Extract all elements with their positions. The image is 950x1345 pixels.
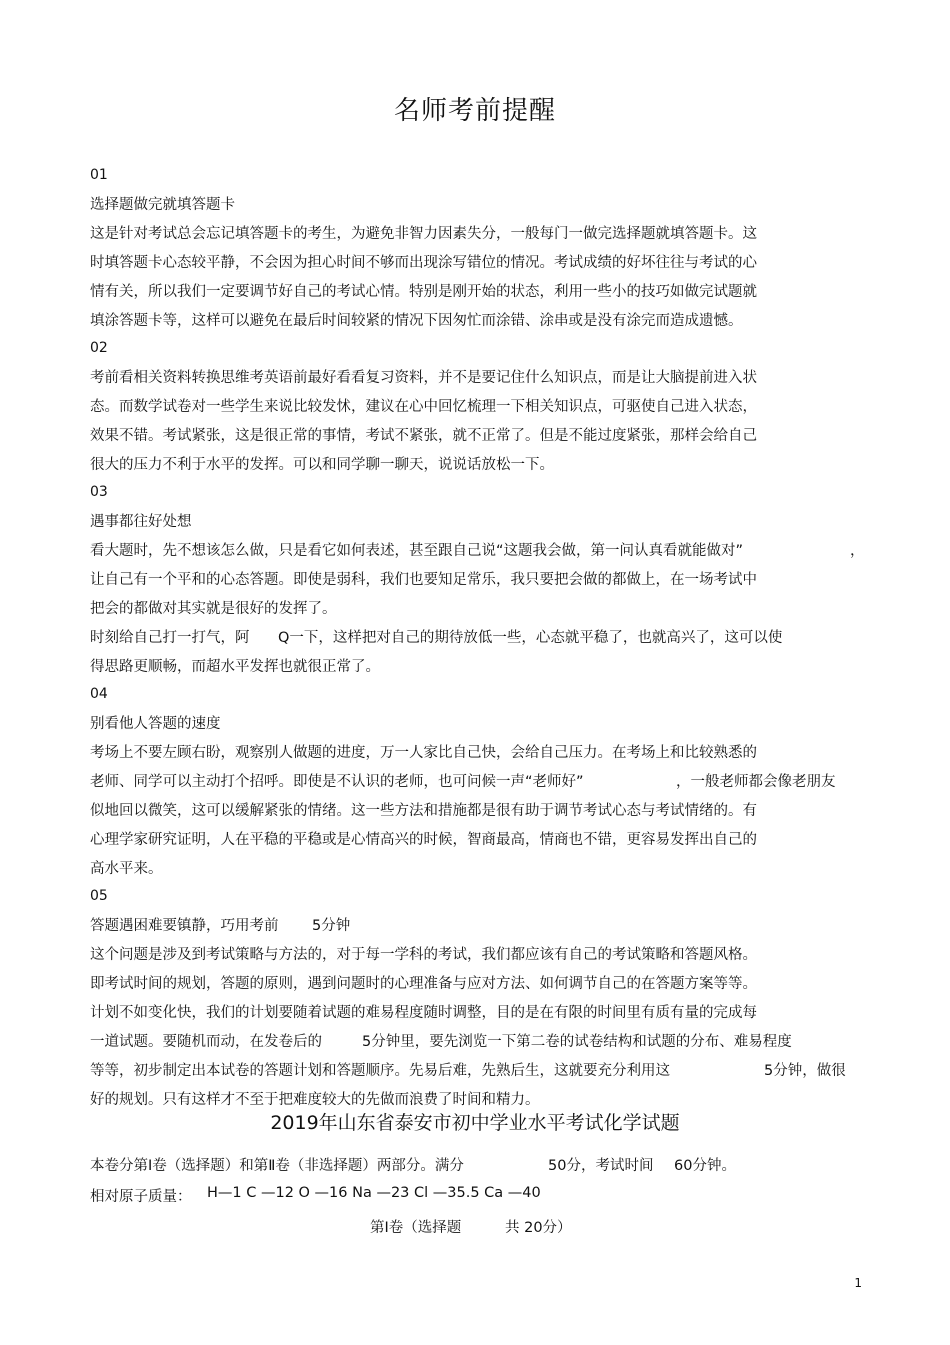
paragraph-line: 老师、同学可以主动打个招呼。即使是不认识的老师，也可问候一声“老师好” <box>90 774 584 790</box>
section-heading: 答题遇困难要镇静，巧用考前 <box>90 918 279 934</box>
paragraph-line: 似地回以微笑，这可以缓解紧张的情绪。这一些方法和措施都是很有助于调节考试心态与考试情绪的。有 <box>90 803 757 819</box>
paragraph-line: 等等，初步制定出本试卷的答题计划和答题顺序。先易后难，先熟后生，这就要充分利用这 <box>90 1063 670 1079</box>
paragraph-line: 态。而数学试卷对一些学生来说比较发怵，建议在心中回忆梳理一下相关知识点，可驱使自己进入状态， <box>90 399 757 415</box>
paragraph-line: 很大的压力不利于水平的发挥。可以和同学聊一聊天，说说话放松一下。 <box>90 457 554 473</box>
paragraph-line-cont: Q一下，这样把对自己的期待放低一些，心态就平稳了，也就高兴了，这可以使 <box>278 630 783 646</box>
part-one-heading: 第Ⅰ卷（选择题 <box>370 1220 462 1236</box>
part-one-heading-cont: 共 20分） <box>505 1220 572 1236</box>
page-title: 名师考前提醒 <box>393 96 556 126</box>
paragraph-line: 时刻给自己打一打气，阿 <box>90 630 250 646</box>
section-number: 04 <box>90 686 108 702</box>
exam-intro-score: 50分，考试时间 <box>548 1158 654 1174</box>
paragraph-line-cont: 5分钟，做很 <box>764 1063 846 1079</box>
paragraph-line: 好的规划。只有这样才不至于把难度较大的先做而浪费了时间和精力。 <box>90 1092 540 1108</box>
paragraph-line: 高水平来。 <box>90 861 163 877</box>
paragraph-line: 把会的都做对其实就是很好的发挥了。 <box>90 601 337 617</box>
exam-title: 2019年山东省泰安市初中学业水平考试化学试题 <box>270 1112 680 1134</box>
paragraph-line-end: ， <box>850 543 865 559</box>
paragraph-line: 填涂答题卡等，这样可以避免在最后时间较紧的情况下因匆忙而涂错、涂串或是没有涂完而造成遗憾。 <box>90 313 743 329</box>
paragraph-line: 计划不如变化快，我们的计划要随着试题的难易程度随时调整，目的是在有限的时间里有质有量的完成每 <box>90 1005 757 1021</box>
section-number: 05 <box>90 888 108 904</box>
paragraph-line: 让自己有一个平和的心态答题。即使是弱科，我们也要知足常乐，我只要把会做的都做上，在一场考试中 <box>90 572 757 588</box>
paragraph-line: 得思路更顺畅，而超水平发挥也就很正常了。 <box>90 659 380 675</box>
section-number: 03 <box>90 484 108 500</box>
exam-intro: 本卷分第Ⅰ卷（选择题）和第Ⅱ卷（非选择题）两部分。满分 <box>90 1158 464 1174</box>
paragraph-line-cont: ，一般老师都会像老朋友 <box>676 774 836 790</box>
paragraph-line-cont: 5分钟里，要先浏览一下第二卷的试卷结构和试题的分布、难易程度 <box>362 1034 792 1050</box>
paragraph-line: 一道试题。要随机而动，在发卷后的 <box>90 1034 322 1050</box>
paragraph-line: 这是针对考试总会忘记填答题卡的考生，为避免非智力因素失分，一般每门一做完选择题就填答题卡。这 <box>90 226 757 242</box>
paragraph-line: 心理学家研究证明，人在平稳的平稳或是心情高兴的时候，智商最高，情商也不错，更容易发挥出自己的 <box>90 832 757 848</box>
paragraph-line: 考前看相关资料转换思维考英语前最好看看复习资料，并不是要记住什么知识点，而是让大脑提前进入状 <box>90 370 757 386</box>
atomic-mass-values: H—1 C —12 O —16 Na —23 Cl —35.5 Ca —40 <box>207 1185 541 1201</box>
section-number: 02 <box>90 340 108 356</box>
paragraph-line: 考场上不要左顾右盼，观察别人做题的进度，万一人家比自己快，会给自己压力。在考场上和比较熟悉的 <box>90 745 757 761</box>
paragraph-line: 这个问题是涉及到考试策略与方法的，对于每一学科的考试，我们都应该有自己的考试策略和答题风格。 <box>90 947 757 963</box>
exam-intro-time: 60分钟。 <box>674 1158 736 1174</box>
paragraph-line: 看大题时，先不想该怎么做，只是看它如何表述，甚至跟自己说“这题我会做，第一问认真看就能做对” <box>90 543 744 559</box>
atomic-mass-label: 相对原子质量： <box>90 1189 192 1205</box>
section-heading: 别看他人答题的速度 <box>90 716 221 732</box>
section-heading: 选择题做完就填答题卡 <box>90 197 235 213</box>
paragraph-line: 情有关，所以我们一定要调节好自己的考试心情。特别是刚开始的状态，利用一些小的技巧如做完试题就 <box>90 284 757 300</box>
section-heading-cont: 5分钟 <box>312 918 351 934</box>
section-heading: 遇事都往好处想 <box>90 514 192 530</box>
page-number: 1 <box>854 1276 862 1290</box>
paragraph-line: 时填答题卡心态较平静，不会因为担心时间不够而出现涂写错位的情况。考试成绩的好坏往往与考试的心 <box>90 255 757 271</box>
paragraph-line: 效果不错。考试紧张，这是很正常的事情，考试不紧张，就不正常了。但是不能过度紧张，那样会给自己 <box>90 428 757 444</box>
paragraph-line: 即考试时间的规划，答题的原则，遇到问题时的心理准备与应对方法、如何调节自己的在答题方案等等。 <box>90 976 757 992</box>
section-number: 01 <box>90 167 108 183</box>
